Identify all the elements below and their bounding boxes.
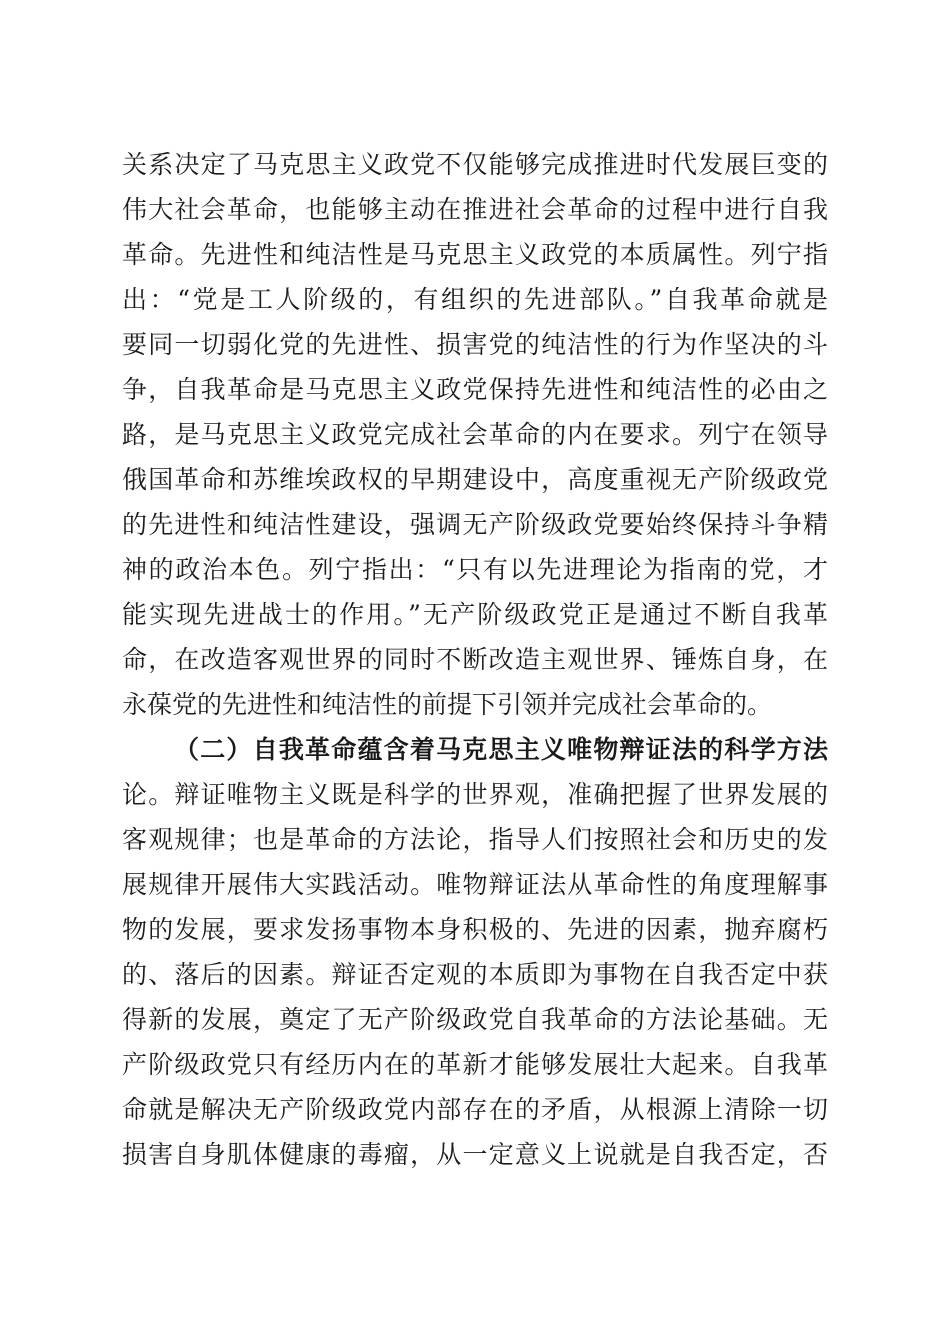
paragraph-1-line-12: 命，在改造客观世界的同时不断改造主观世界、锤炼自身，在 [122,645,828,674]
paragraph-1-line-7: 路，是马克思主义政党完成社会革命的内在要求。列宁在领导 [122,420,828,449]
paragraph-2-line-5: 物的发展，要求发扬事物本身积极的、先进的因素，抛弃腐朽 [122,915,828,944]
paragraph-1-line-1: 关系决定了马克思主义政党不仅能够完成推进时代发展巨变的 [122,150,828,179]
paragraph-1-line-5: 要同一切弱化党的先进性、损害党的纯洁性的行为作坚决的斗 [122,330,828,359]
paragraph-1-line-3: 革命。先进性和纯洁性是马克思主义政党的本质属性。列宁指 [122,240,828,269]
paragraph-1-line-4: 出：“党是工人阶级的，有组织的先进部队。”自我革命就是 [122,285,828,314]
paragraph-2-line-4: 展规律开展伟大实践活动。唯物辩证法从革命性的角度理解事 [122,870,828,899]
paragraph-2-line-2: 论。辩证唯物主义既是科学的世界观，准确把握了世界发展的 [122,780,828,809]
paragraph-1-line-2: 伟大社会革命，也能够主动在推进社会革命的过程中进行自我 [122,195,828,224]
paragraph-1-line-10: 神的政治本色。列宁指出：“只有以先进理论为指南的党，才 [122,555,828,584]
section-heading-2: （二）自我革命蕴含着马克思主义唯物辩证法的科学方法 [174,735,828,764]
paragraph-1-line-11: 能实现先进战士的作用。”无产阶级政党正是通过不断自我革 [122,600,828,629]
paragraph-2-line-7: 得新的发展，奠定了无产阶级政党自我革命的方法论基础。无 [122,1005,828,1034]
paragraph-2-line-10: 损害自身肌体健康的毒瘤，从一定意义上说就是自我否定，否 [122,1140,828,1169]
paragraph-2-line-3: 客观规律；也是革命的方法论，指导人们按照社会和历史的发 [122,825,828,854]
paragraph-2-line-6: 的、落后的因素。辩证否定观的本质即为事物在自我否定中获 [122,960,828,989]
paragraph-1-line-8: 俄国革命和苏维埃政权的早期建设中，高度重视无产阶级政党 [122,465,828,494]
paragraph-1-line-9: 的先进性和纯洁性建设，强调无产阶级政党要始终保持斗争精 [122,510,828,539]
paragraph-1-line-13: 永葆党的先进性和纯洁性的前提下引领并完成社会革命的。 [122,690,773,719]
paragraph-2-line-8: 产阶级政党只有经历内在的革新才能够发展壮大起来。自我革 [122,1050,828,1079]
paragraph-1-line-6: 争，自我革命是马克思主义政党保持先进性和纯洁性的必由之 [122,375,828,404]
paragraph-2-line-9: 命就是解决无产阶级政党内部存在的矛盾，从根源上清除一切 [122,1095,828,1124]
